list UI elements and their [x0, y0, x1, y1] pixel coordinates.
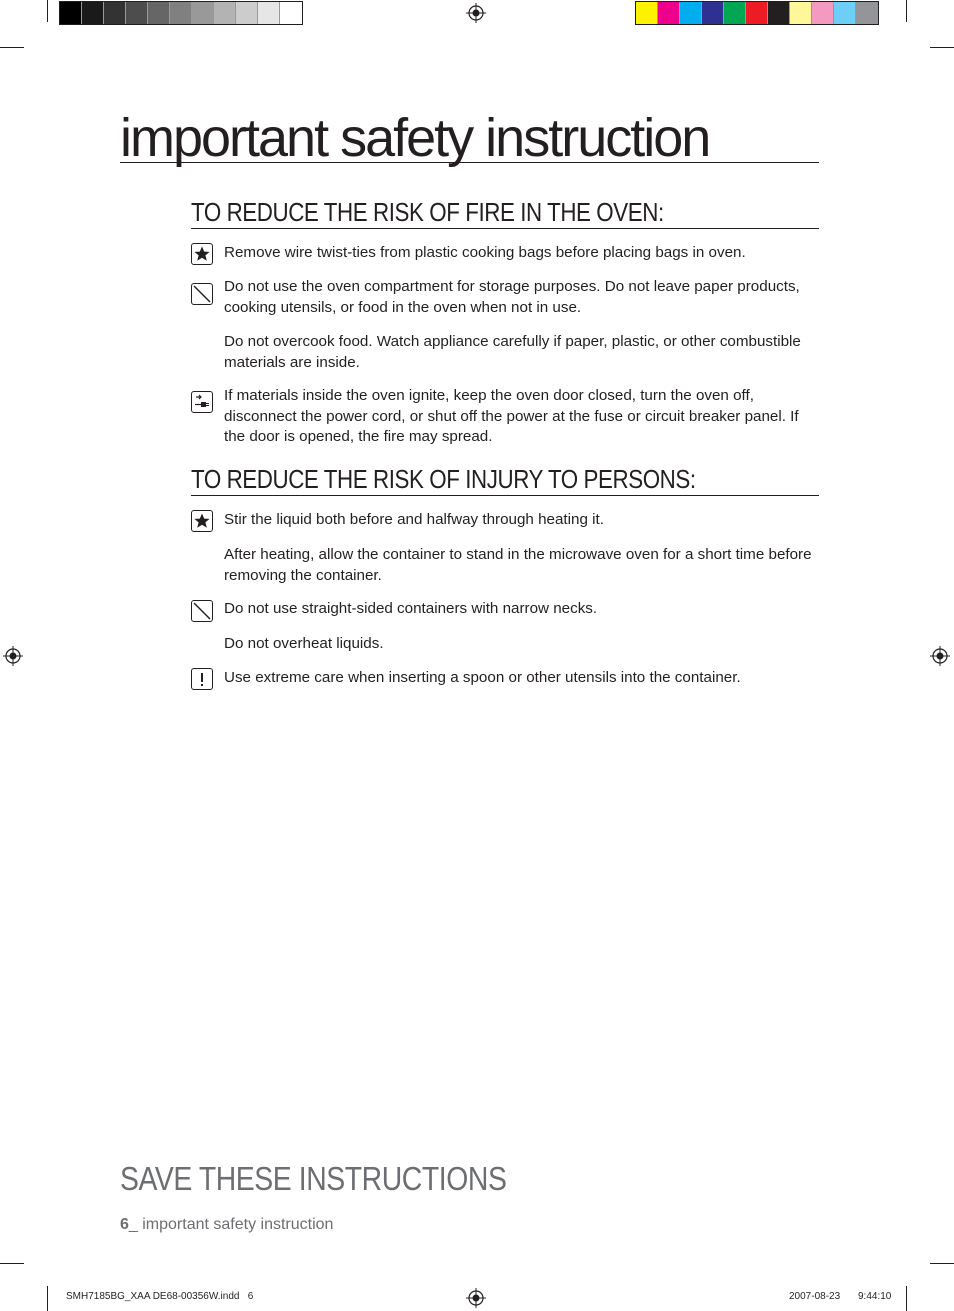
- star-icon: [191, 510, 213, 532]
- color-swatch: [192, 2, 214, 24]
- registration-mark-icon: [466, 3, 486, 23]
- color-swatch: [82, 2, 104, 24]
- color-swatch: [280, 2, 302, 24]
- crop-mark: [47, 1286, 48, 1311]
- color-swatch: [170, 2, 192, 24]
- list-item: After heating, allow the container to stand in the microwave oven for a short time before removing the container.: [224, 546, 812, 584]
- crop-mark: [930, 47, 954, 48]
- section-heading-fire: [191, 196, 819, 229]
- color-swatch: [104, 2, 126, 24]
- page-footer: [120, 1216, 333, 1234]
- color-swatch: [658, 2, 680, 24]
- section-heading-text: TO REDUCE THE RISK OF FIRE IN THE OVEN:: [191, 197, 664, 227]
- list-item: Do not overheat liquids.: [224, 635, 384, 652]
- color-swatch: [126, 2, 148, 24]
- color-swatch: [680, 2, 702, 24]
- prohibited-icon: [191, 283, 213, 305]
- list-item: Use extreme care when inserting a spoon or other utensils into the container.: [224, 669, 741, 686]
- color-swatch: [768, 2, 790, 24]
- color-swatch: [724, 2, 746, 24]
- color-swatch: [60, 2, 82, 24]
- list-item: If materials inside the oven ignite, keep the oven door closed, turn the oven off, disconnect the power cord, or shut off the power at the fuse or circuit breaker panel. If the door is opened, the fire may spread.: [224, 387, 799, 445]
- color-swatch: [856, 2, 878, 24]
- page-number: 6: [120, 1216, 129, 1233]
- list-item: Do not overcook food. Watch appliance carefully if paper, plastic, or other combustible materials are inside.: [224, 333, 801, 371]
- color-swatch: [790, 2, 812, 24]
- color-swatch: [812, 2, 834, 24]
- registration-mark-icon: [466, 1288, 486, 1308]
- list-item: Stir the liquid both before and halfway through heating it.: [224, 511, 604, 528]
- crop-mark: [906, 0, 907, 22]
- crop-mark: [906, 1286, 907, 1311]
- color-swatch: [148, 2, 170, 24]
- color-swatch: [834, 2, 856, 24]
- footer-separator: _: [128, 1216, 143, 1233]
- process-color-bar: [635, 1, 879, 25]
- slug-file: SMH7185BG_XAA DE68-00356W.indd 6: [66, 1291, 254, 1302]
- color-swatch: [236, 2, 258, 24]
- color-swatch: [258, 2, 280, 24]
- list-item: Do not use the oven compartment for storage purposes. Do not leave paper products, cooking utensils, or food in the oven when not in use.: [224, 278, 800, 316]
- section-heading-text: TO REDUCE THE RISK OF INJURY TO PERSONS:: [191, 464, 696, 494]
- crop-mark: [930, 1263, 954, 1264]
- crop-mark: [0, 47, 24, 48]
- star-icon: [191, 243, 213, 265]
- registration-mark-icon: [930, 646, 950, 666]
- slug-time: 9:44:10: [858, 1291, 892, 1302]
- crop-mark: [0, 1263, 24, 1264]
- unplug-icon: [191, 391, 213, 413]
- footer-label: important safety instruction: [142, 1216, 334, 1233]
- page-title-text: important safety instruction: [120, 108, 710, 168]
- list-item: Remove wire twist-ties from plastic cooking bags before placing bags in oven.: [224, 244, 746, 261]
- crop-mark: [47, 0, 48, 22]
- color-swatch: [214, 2, 236, 24]
- list-item: Do not use straight-sided containers with narrow necks.: [224, 600, 598, 617]
- slug-date: 2007-08-23: [789, 1291, 841, 1302]
- save-instructions-text: SAVE THESE INSTRUCTIONS: [120, 1160, 507, 1197]
- page-title: [120, 106, 819, 168]
- grayscale-color-bar: [59, 1, 303, 25]
- registration-mark-icon: [3, 646, 23, 666]
- color-swatch: [746, 2, 768, 24]
- save-instructions-heading: [120, 1160, 569, 1198]
- section-heading-injury: [191, 463, 819, 496]
- warning-icon: [191, 668, 213, 690]
- color-swatch: [636, 2, 658, 24]
- prohibited-icon: [191, 600, 213, 622]
- color-swatch: [702, 2, 724, 24]
